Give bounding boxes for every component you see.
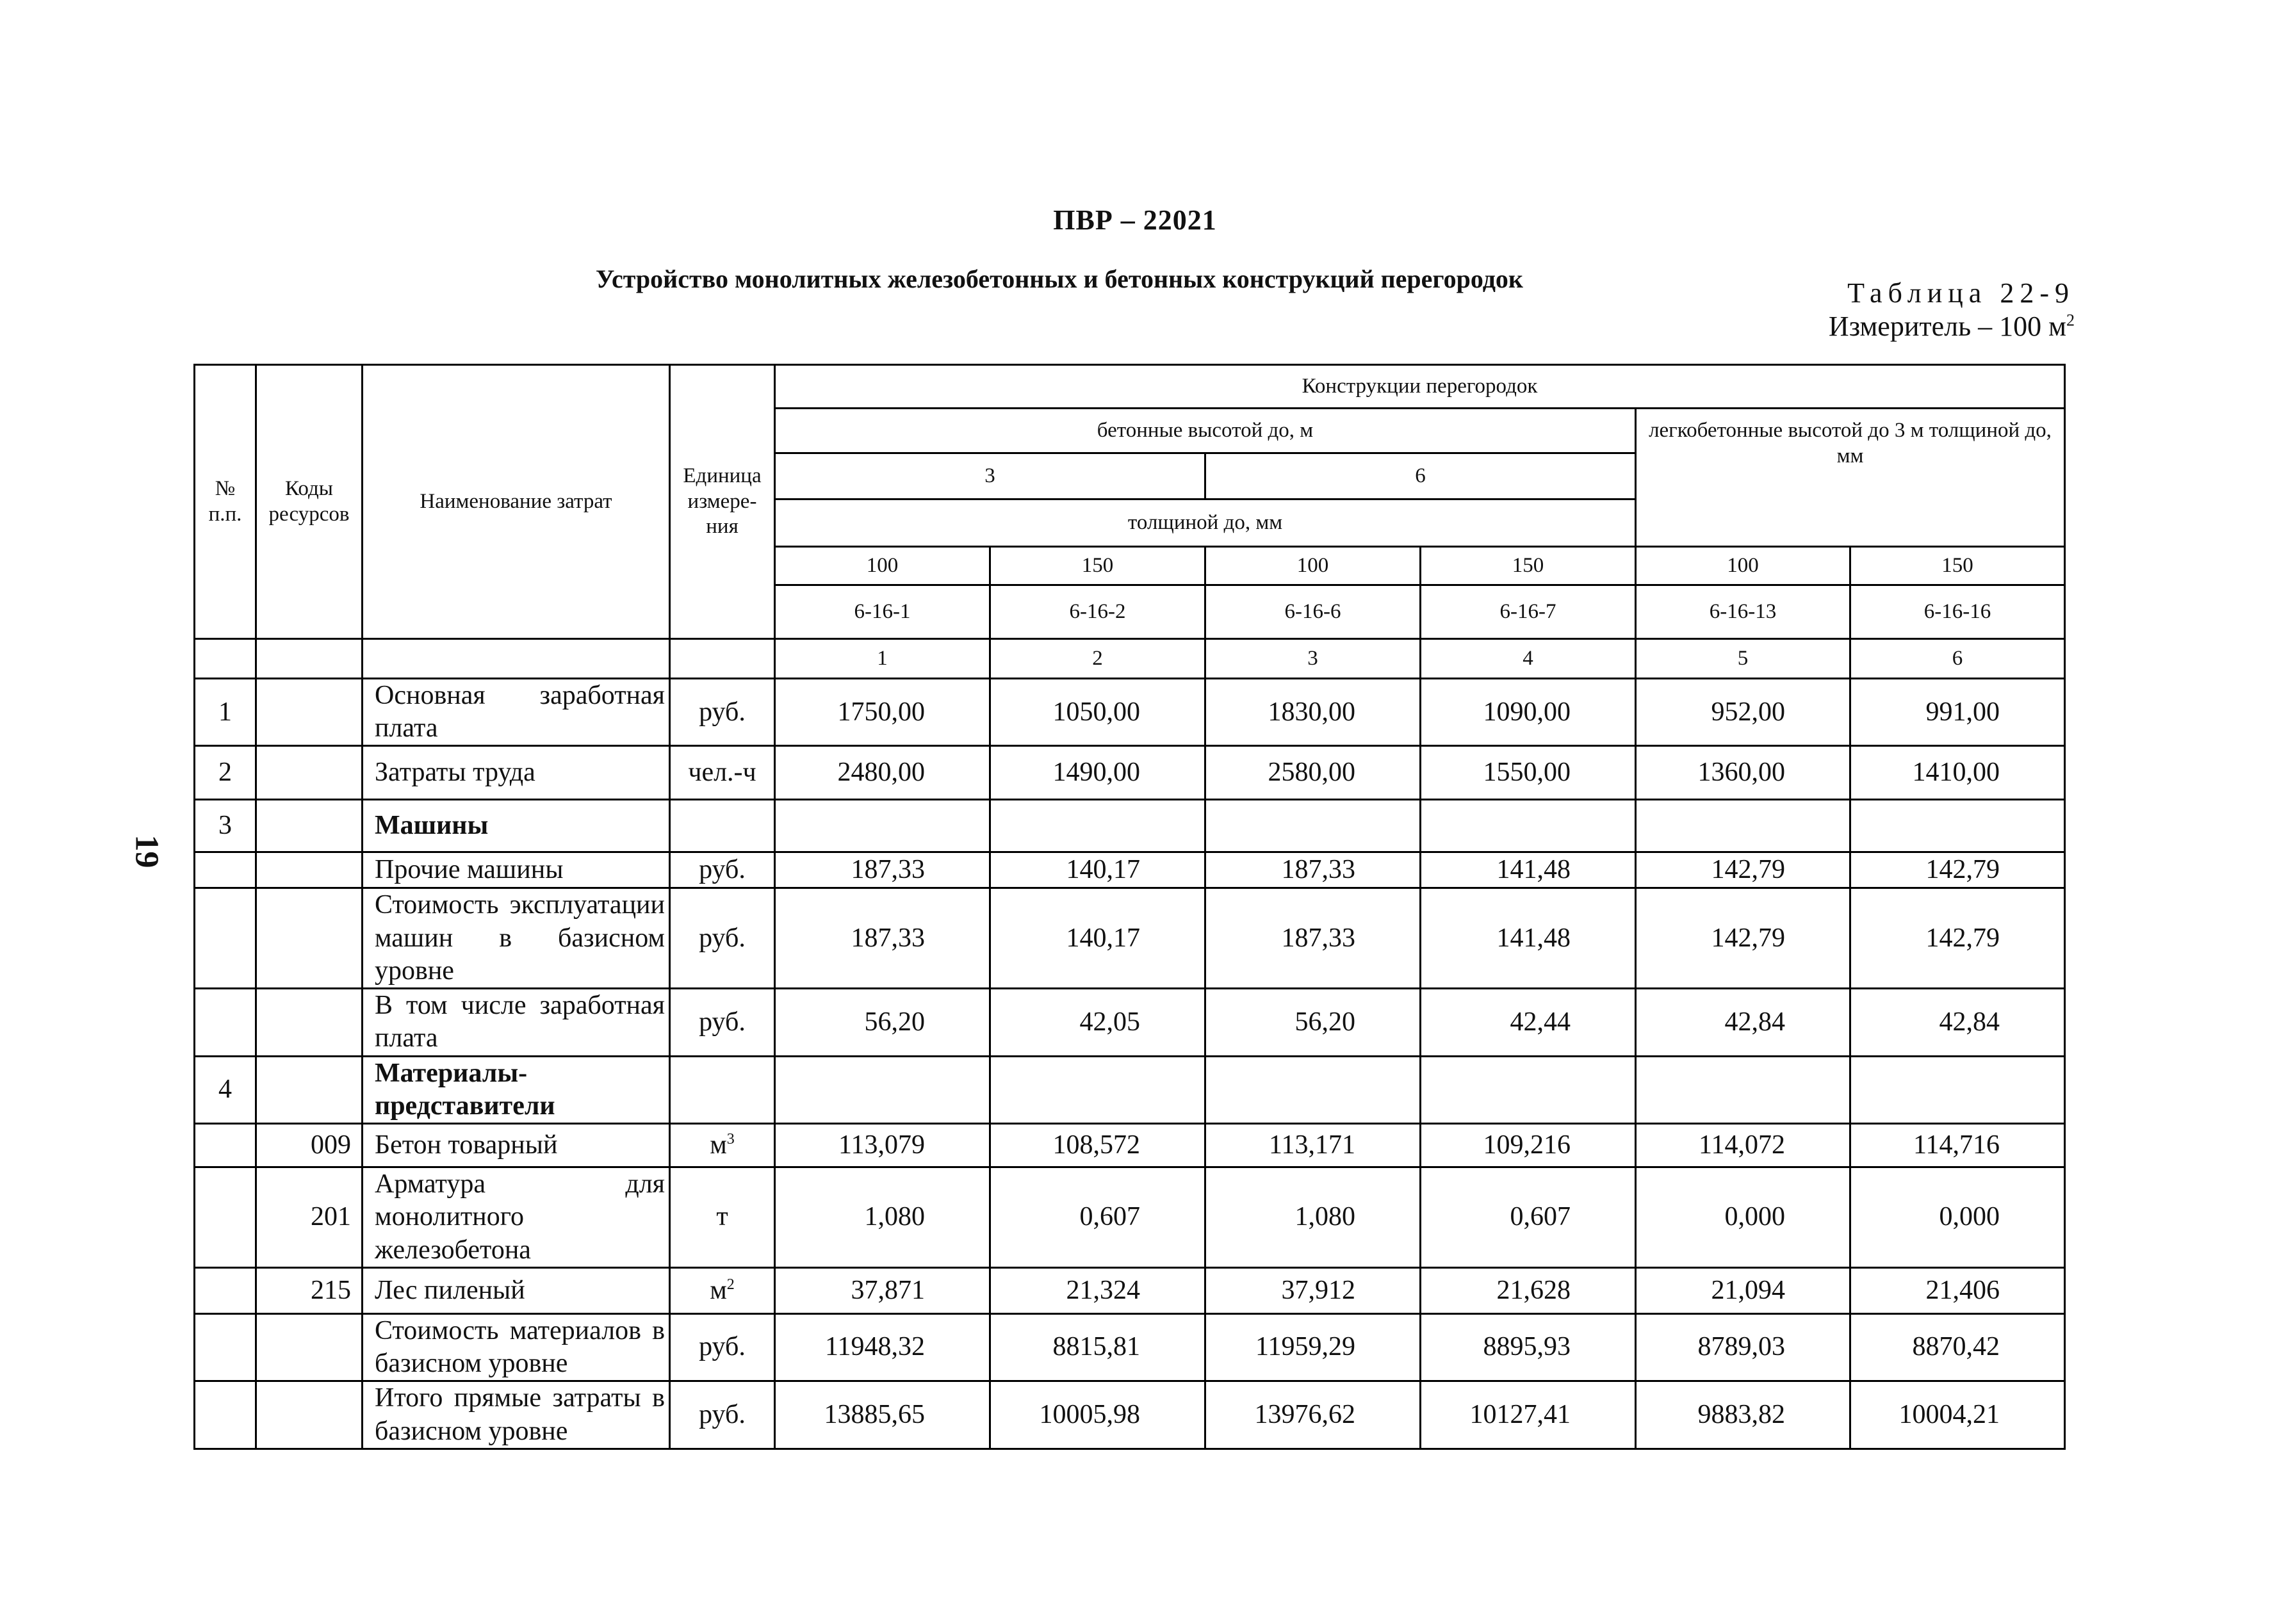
cost-name: Машины <box>363 800 670 852</box>
value-cell: 187,33 <box>775 852 990 888</box>
value-cell <box>1636 1056 1850 1123</box>
unit-cell <box>670 1313 775 1381</box>
table-row <box>195 800 2065 852</box>
row-number <box>195 1381 256 1449</box>
cost-name: Лес пиленый <box>363 1267 670 1313</box>
colnum-blank <box>256 639 363 679</box>
cost-name: Материалы-представители <box>363 1056 670 1123</box>
header-name: Наименование затрат <box>363 365 670 639</box>
unit-cell <box>670 1124 775 1167</box>
resource-code <box>256 1381 363 1449</box>
cost-name: Затраты труда <box>363 746 670 800</box>
price-code: 6-16-2 <box>990 585 1205 639</box>
value-cell: 114,716 <box>1850 1124 2065 1167</box>
cost-name: Стоимость эксплуатации машин в базисном уровне <box>363 888 670 989</box>
unit-cell <box>670 1167 775 1268</box>
row-number <box>195 1267 256 1313</box>
value-cell: 109,216 <box>1421 1124 1636 1167</box>
value-cell <box>1205 800 1421 852</box>
row-number <box>195 888 256 989</box>
table-row <box>195 1124 2065 1167</box>
header-height-6: 6 <box>1205 453 1636 499</box>
unit-cell <box>670 989 775 1056</box>
value-cell: 1410,00 <box>1850 746 2065 800</box>
value-cell: 114,072 <box>1636 1124 1850 1167</box>
value-cell: 1050,00 <box>990 679 1205 746</box>
row-number <box>195 1167 256 1268</box>
value-cell: 8815,81 <box>990 1313 1205 1381</box>
value-cell: 10004,21 <box>1850 1381 2065 1449</box>
header-num: № п.п. <box>195 365 256 639</box>
value-cell <box>775 800 990 852</box>
unit-cell <box>670 852 775 888</box>
value-cell: 187,33 <box>1205 888 1421 989</box>
thickness-value: 100 <box>1205 547 1421 585</box>
unit-text: руб. <box>699 1007 746 1037</box>
row-number <box>195 1313 256 1381</box>
value-cell <box>990 1056 1205 1123</box>
colnum-blank <box>363 639 670 679</box>
value-cell: 10005,98 <box>990 1381 1205 1449</box>
table-row <box>195 1167 2065 1268</box>
unit-text: руб. <box>699 923 746 953</box>
column-number: 3 <box>1205 639 1421 679</box>
colnum-blank <box>670 639 775 679</box>
resource-code <box>256 746 363 800</box>
table-row <box>195 746 2065 800</box>
column-number: 4 <box>1421 639 1636 679</box>
header-unit: Единица измере-ния <box>670 365 775 639</box>
value-cell: 1360,00 <box>1636 746 1850 800</box>
table-row <box>195 888 2065 989</box>
price-code: 6-16-1 <box>775 585 990 639</box>
row-number <box>195 1124 256 1167</box>
thickness-value: 100 <box>1636 547 1850 585</box>
table-row <box>195 1313 2065 1381</box>
column-number: 1 <box>775 639 990 679</box>
value-cell: 1490,00 <box>990 746 1205 800</box>
value-cell: 8895,93 <box>1421 1313 1636 1381</box>
header-height-3: 3 <box>775 453 1205 499</box>
document-code-title: ПВР – 22021 <box>1053 204 1217 236</box>
unit-text: м <box>710 1130 727 1160</box>
value-cell: 187,33 <box>1205 852 1421 888</box>
table-row <box>195 1267 2065 1313</box>
value-cell: 13885,65 <box>775 1381 990 1449</box>
value-cell: 141,48 <box>1421 888 1636 989</box>
table-number: Таблица 22-9 <box>1847 277 2075 309</box>
value-cell <box>1850 1056 2065 1123</box>
row-number <box>195 989 256 1056</box>
value-cell: 140,17 <box>990 888 1205 989</box>
value-cell: 42,44 <box>1421 989 1636 1056</box>
value-cell: 1,080 <box>775 1167 990 1268</box>
value-cell: 37,871 <box>775 1267 990 1313</box>
unit-text: м <box>710 1275 727 1305</box>
column-number: 5 <box>1636 639 1850 679</box>
unit-exponent: 2 <box>726 1276 735 1293</box>
unit-cell <box>670 800 775 852</box>
header-thickness: толщиной до, мм <box>775 499 1636 547</box>
unit-text: руб. <box>699 1399 746 1429</box>
value-cell: 9883,82 <box>1636 1381 1850 1449</box>
thickness-value: 150 <box>990 547 1205 585</box>
resource-code <box>256 1056 363 1123</box>
unit-text: руб. <box>699 697 746 727</box>
value-cell: 142,79 <box>1850 852 2065 888</box>
resource-code: 009 <box>256 1124 363 1167</box>
table-row <box>195 679 2065 746</box>
unit-cell <box>670 888 775 989</box>
unit-text: т <box>716 1202 728 1232</box>
cost-name: Прочие машины <box>363 852 670 888</box>
unit-text: руб. <box>699 855 746 885</box>
unit-cell <box>670 1381 775 1449</box>
resource-code <box>256 679 363 746</box>
value-cell <box>990 800 1205 852</box>
cost-name: Бетон товарный <box>363 1124 670 1167</box>
value-cell: 142,79 <box>1636 852 1850 888</box>
cost-name: Основная заработная плата <box>363 679 670 746</box>
value-cell: 21,406 <box>1850 1267 2065 1313</box>
table-row <box>195 1381 2065 1449</box>
value-cell: 1090,00 <box>1421 679 1636 746</box>
resource-code: 215 <box>256 1267 363 1313</box>
value-cell: 10127,41 <box>1421 1381 1636 1449</box>
cost-name: Арматура для монолитного железобетона <box>363 1167 670 1268</box>
value-cell: 113,079 <box>775 1124 990 1167</box>
value-cell: 42,84 <box>1850 989 2065 1056</box>
value-cell: 42,84 <box>1636 989 1850 1056</box>
cost-name: Итого прямые затраты в базисном уровне <box>363 1381 670 1449</box>
value-cell: 141,48 <box>1421 852 1636 888</box>
value-cell: 108,572 <box>990 1124 1205 1167</box>
value-cell: 21,324 <box>990 1267 1205 1313</box>
value-cell: 8870,42 <box>1850 1313 2065 1381</box>
unit-text: руб. <box>699 1332 746 1362</box>
row-number: 2 <box>195 746 256 800</box>
row-number: 4 <box>195 1056 256 1123</box>
value-cell: 13976,62 <box>1205 1381 1421 1449</box>
thickness-value: 150 <box>1850 547 2065 585</box>
value-cell: 2580,00 <box>1205 746 1421 800</box>
value-cell: 1,080 <box>1205 1167 1421 1268</box>
value-cell: 952,00 <box>1636 679 1850 746</box>
price-code: 6-16-13 <box>1636 585 1850 639</box>
header-codes: Коды ресурсов <box>256 365 363 639</box>
unit-text: чел.-ч <box>688 758 756 788</box>
row-number: 1 <box>195 679 256 746</box>
value-cell: 42,05 <box>990 989 1205 1056</box>
value-cell <box>1421 800 1636 852</box>
value-cell: 0,000 <box>1850 1167 2065 1268</box>
value-cell <box>1850 800 2065 852</box>
value-cell: 11948,32 <box>775 1313 990 1381</box>
measurement-unit: Измеритель – 100 $м^2$ <box>1828 311 2075 342</box>
value-cell <box>1421 1056 1636 1123</box>
value-cell: 1830,00 <box>1205 679 1421 746</box>
table-row <box>195 1056 2065 1123</box>
column-number: 2 <box>990 639 1205 679</box>
value-cell: 56,20 <box>775 989 990 1056</box>
price-code: 6-16-16 <box>1850 585 2065 639</box>
header-concrete: бетонные высотой до, м <box>775 409 1636 453</box>
value-cell: 0,000 <box>1636 1167 1850 1268</box>
value-cell: 56,20 <box>1205 989 1421 1056</box>
value-cell <box>1205 1056 1421 1123</box>
resource-code <box>256 989 363 1056</box>
value-cell <box>1636 800 1850 852</box>
resource-code <box>256 852 363 888</box>
thickness-value: 100 <box>775 547 990 585</box>
cost-table <box>193 364 2066 1450</box>
resource-code <box>256 888 363 989</box>
table-row <box>195 852 2065 888</box>
value-cell: 0,607 <box>1421 1167 1636 1268</box>
value-cell: 1750,00 <box>775 679 990 746</box>
resource-code: 201 <box>256 1167 363 1268</box>
price-code: 6-16-6 <box>1205 585 1421 639</box>
page-number: 19 <box>128 834 165 868</box>
value-cell: 113,171 <box>1205 1124 1421 1167</box>
header-group: Конструкции перегородок <box>775 365 2065 409</box>
resource-code <box>256 800 363 852</box>
header-light: легкобетонные высотой до 3 м толщиной до, мм <box>1636 409 2065 547</box>
price-code: 6-16-7 <box>1421 585 1636 639</box>
cost-name: Стоимость материалов в базисном уровне <box>363 1313 670 1381</box>
column-number: 6 <box>1850 639 2065 679</box>
thickness-value: 150 <box>1421 547 1636 585</box>
value-cell <box>775 1056 990 1123</box>
value-cell: 1550,00 <box>1421 746 1636 800</box>
value-cell: 187,33 <box>775 888 990 989</box>
value-cell: 142,79 <box>1636 888 1850 989</box>
row-number: 3 <box>195 800 256 852</box>
resource-code <box>256 1313 363 1381</box>
unit-cell <box>670 1056 775 1123</box>
value-cell: 8789,03 <box>1636 1313 1850 1381</box>
table-row <box>195 989 2065 1056</box>
value-cell: 37,912 <box>1205 1267 1421 1313</box>
cost-name: В том числе заработная плата <box>363 989 670 1056</box>
unit-exponent: 3 <box>726 1130 735 1148</box>
unit-cell <box>670 679 775 746</box>
value-cell: 142,79 <box>1850 888 2065 989</box>
row-number <box>195 852 256 888</box>
value-cell: 0,607 <box>990 1167 1205 1268</box>
colnum-blank <box>195 639 256 679</box>
value-cell: 991,00 <box>1850 679 2065 746</box>
value-cell: 21,094 <box>1636 1267 1850 1313</box>
value-cell: 11959,29 <box>1205 1313 1421 1381</box>
unit-cell <box>670 1267 775 1313</box>
unit-cell <box>670 746 775 800</box>
value-cell: 140,17 <box>990 852 1205 888</box>
value-cell: 21,628 <box>1421 1267 1636 1313</box>
table-subtitle: Устройство монолитных железобетонных и бетонных конструкций перегородок <box>596 264 1523 293</box>
value-cell: 2480,00 <box>775 746 990 800</box>
